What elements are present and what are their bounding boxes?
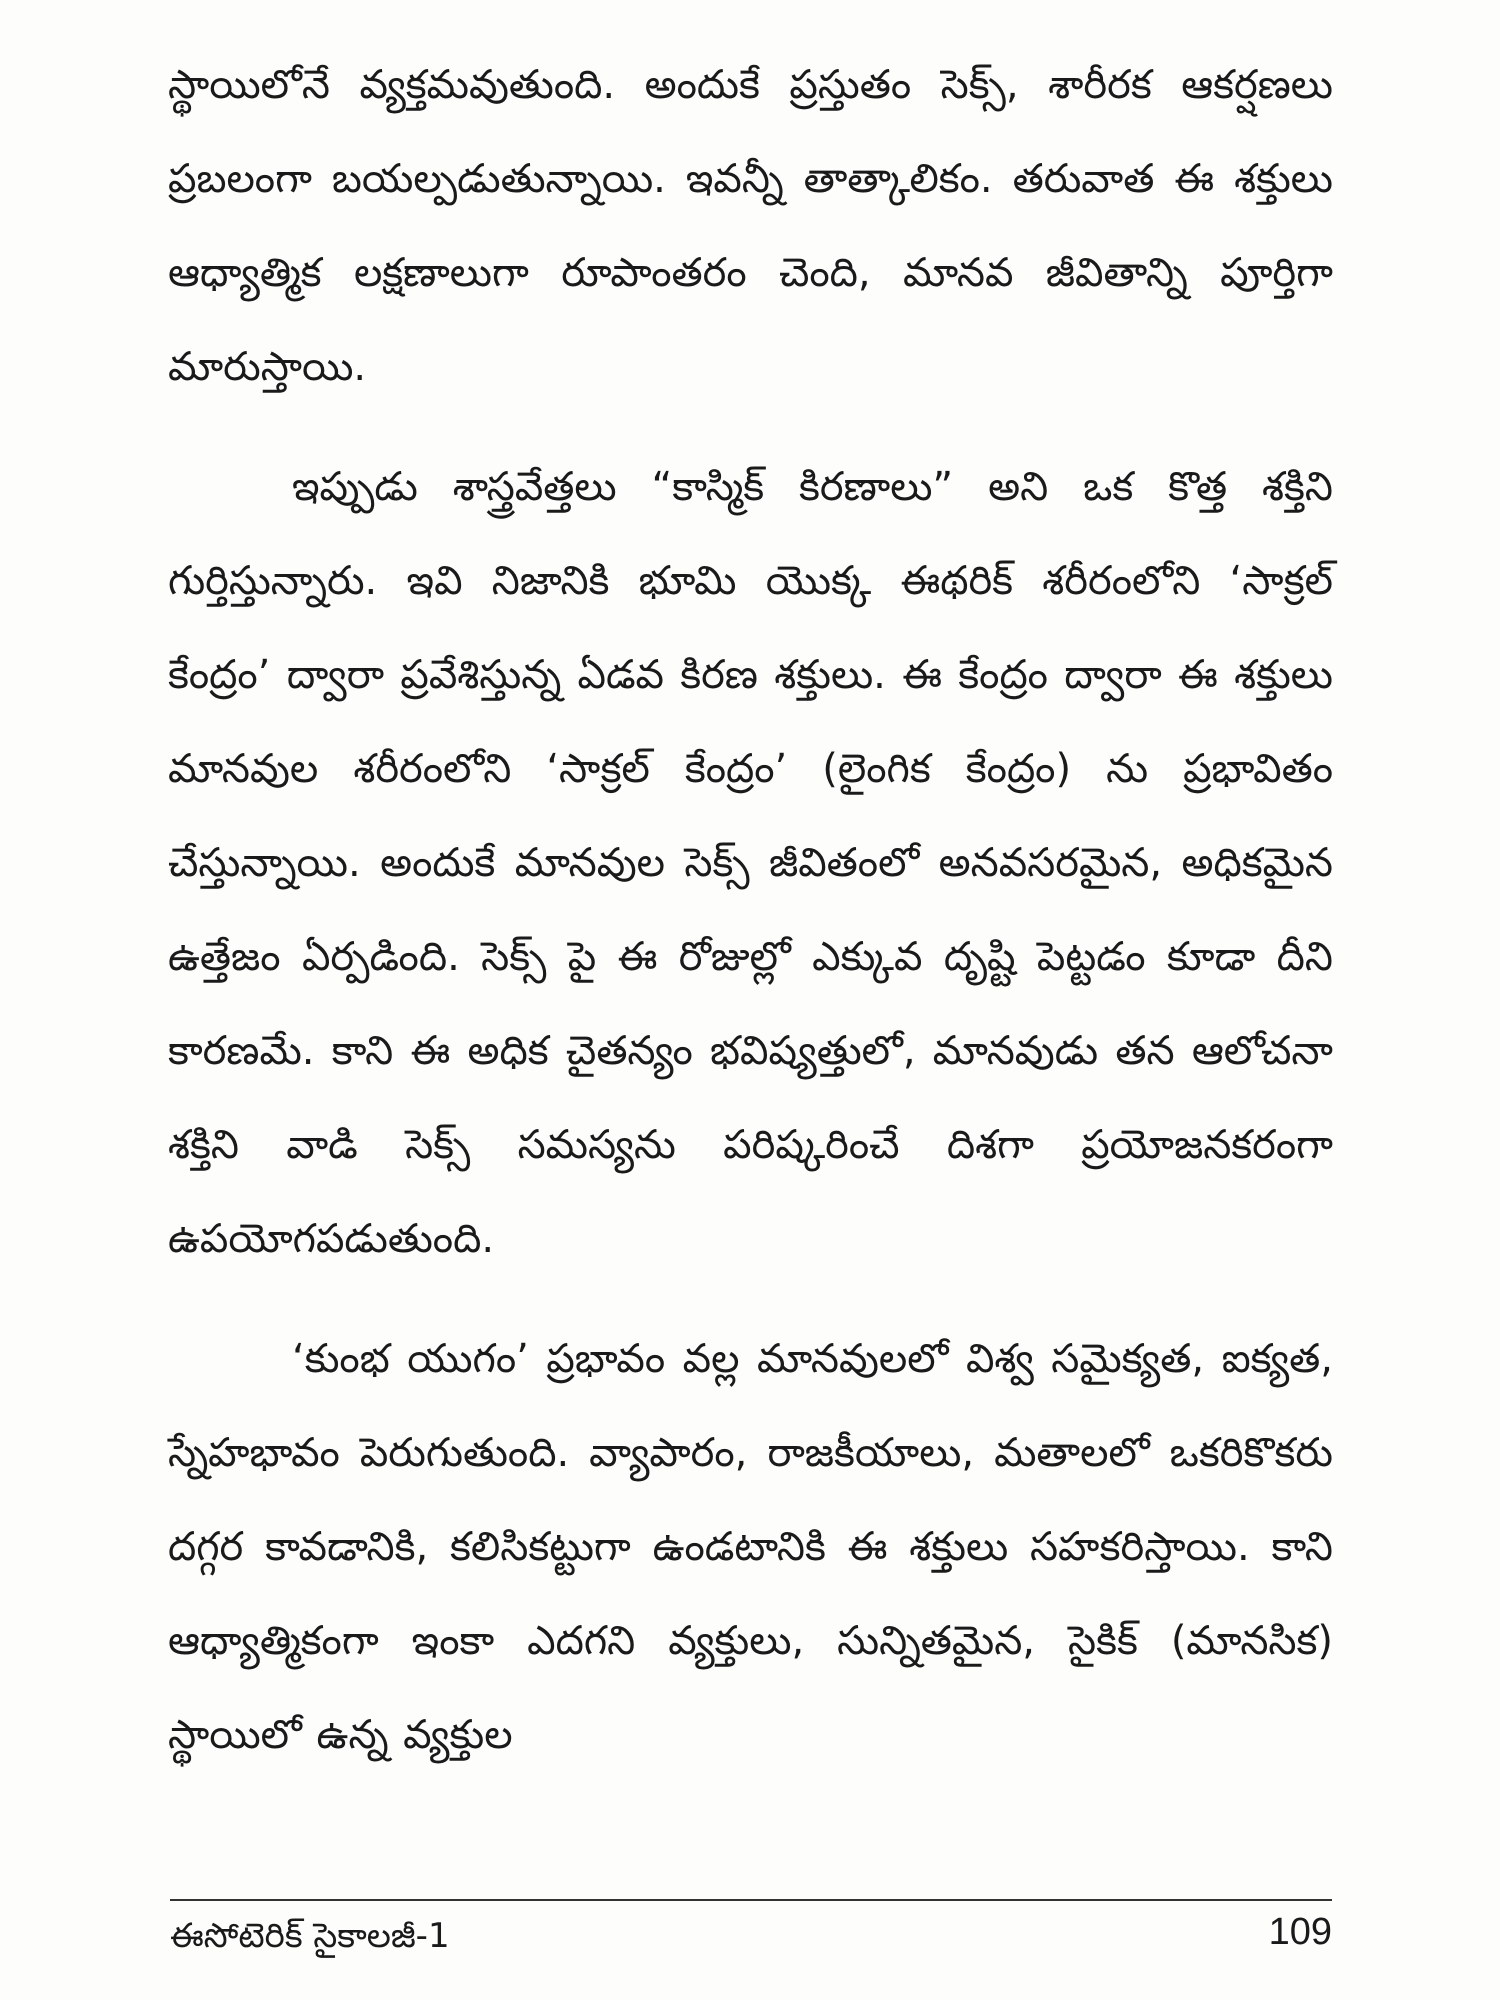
page-number: 109 xyxy=(1268,1911,1332,1953)
body-text xyxy=(168,38,1333,1782)
paragraph-2: ఇప్పుడు శాస్త్రవేత్తలు “కాస్మిక్ కిరణాలు” అని ఒక కొత్త శక్తిని గుర్తిస్తున్నారు. ఇవి నిజానికి భూమి యొక్క ఈథరిక్ శరీరంలోని ‘సాక్రల్ కేంద్రం’ ద్వారా ప్రవేశిస్తున్న ఏడవ కిరణ శక్తులు. ఈ కేంద్రం ద్వారా ఈ శక్తులు మానవుల శరీరంలోని ‘సాక్రల్ కేంద్రం’ (లైంగిక కేంద్రం) ను ప్రభావితం చేస్తున్నాయి. అందుకే మానవుల సెక్స్ జీవితంలో అనవసరమైన, అధికమైన ఉత్తేజం ఏర్పడింది. సెక్స్ పై ఈ రోజుల్లో ఎక్కువ దృష్టి పెట్టడం కూడా దీని కారణమే. కాని ఈ అధిక చైతన్యం భవిష్యత్తులో, మానవుడు తన ఆలోచనా శక్తిని వాడి సెక్స్ సమస్యను పరిష్కరించే దిశగా ప్రయోజనకరంగా ఉపయోగపడుతుంది. xyxy=(168,464,1333,1262)
running-footer-title: ఈసోటెరిక్ సైకాలజీ-1 xyxy=(170,1916,450,1956)
paragraph-1: స్థాయిలోనే వ్యక్తమవుతుంది. అందుకే ప్రస్తుతం సెక్స్, శారీరక ఆకర్షణలు ప్రబలంగా బయల్పడుతున్నాయి. ఇవన్నీ తాత్కాలికం. తరువాత ఈ శక్తులు ఆధ్యాత్మిక లక్షణాలుగా రూపాంతరం చెంది, మానవ జీవితాన్ని పూర్తిగా మారుస్తాయి. xyxy=(168,62,1333,390)
footer-divider xyxy=(170,1899,1332,1901)
paragraph-3: ‘కుంభ యుగం’ ప్రభావం వల్ల మానవులలో విశ్వ సమైక్యత, ఐక్యత, స్నేహభావం పెరుగుతుంది. వ్యాపారం, రాజకీయాలు, మతాలలో ఒకరికొకరు దగ్గర కావడానికి, కలిసికట్టుగా ఉండటానికి ఈ శక్తులు సహకరిస్తాయి. కాని ఆధ్యాత్మికంగా ఇంకా ఎదగని వ్యక్తులు, సున్నితమైన, సైకిక్ (మానసిక) స్థాయిలో ఉన్న వ్యక్తుల xyxy=(168,1336,1333,1758)
